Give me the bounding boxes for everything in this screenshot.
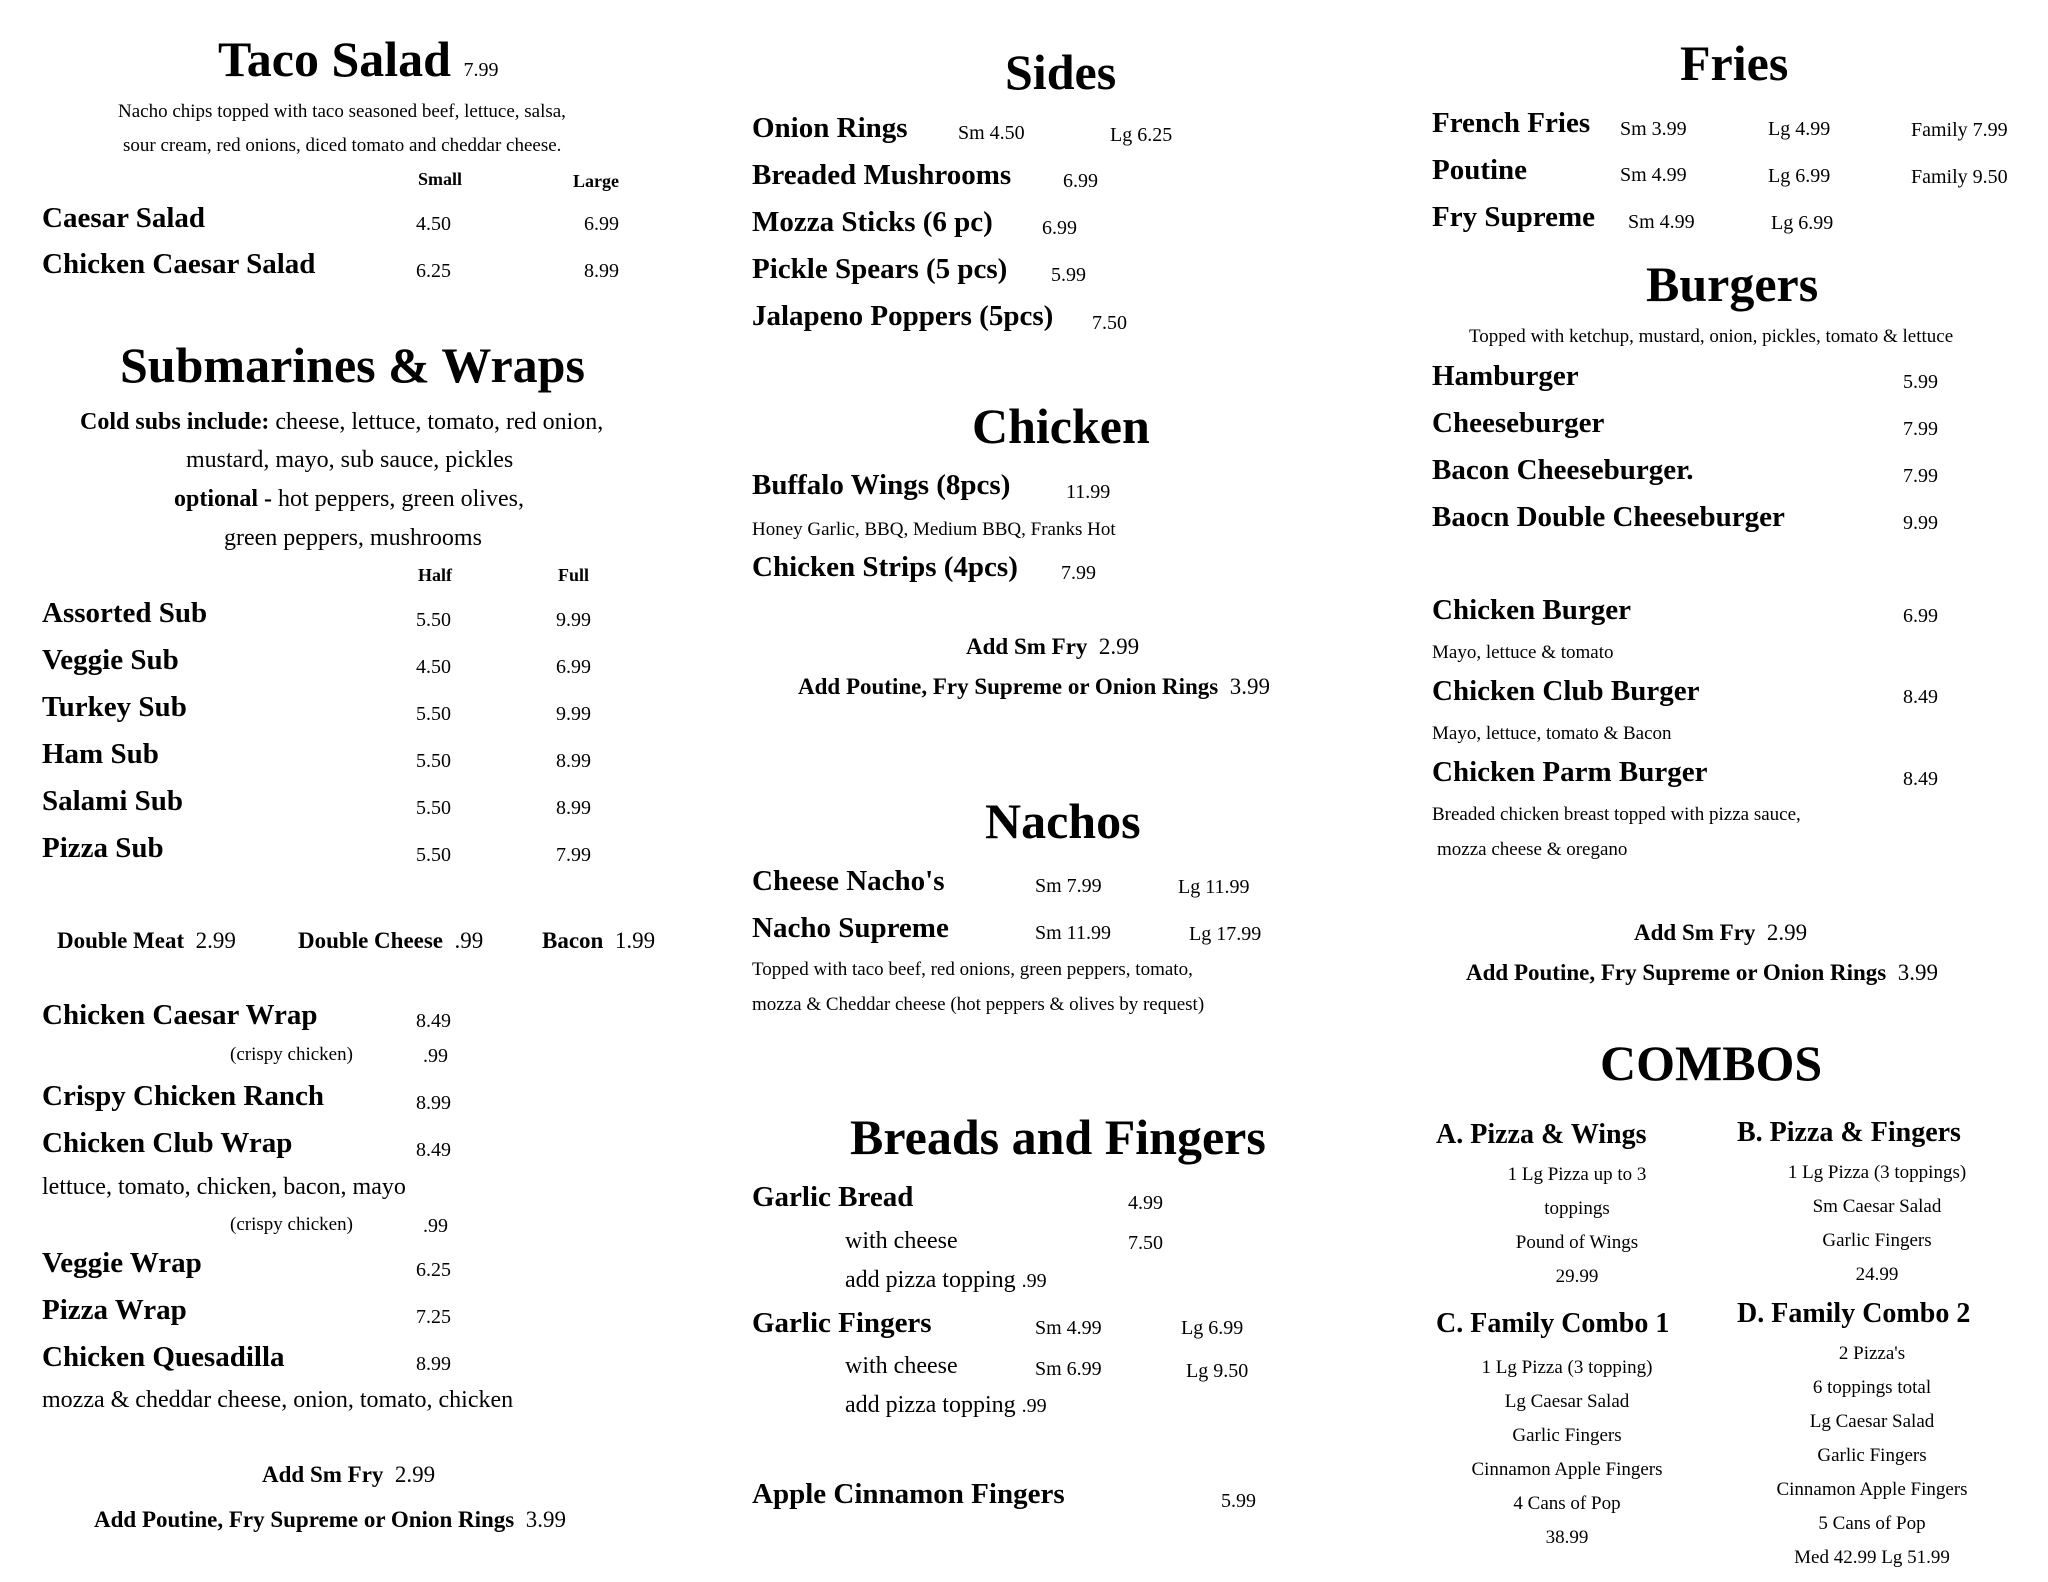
price: 8.99 <box>416 1353 451 1375</box>
add-sm-fry-line <box>262 1463 435 1486</box>
menu-item-chicken-quesadilla: Chicken Quesadilla <box>42 1341 285 1373</box>
cold-subs-text-2: mustard, mayo, sub sauce, pickles <box>186 447 514 473</box>
price-small: Sm 7.99 <box>1035 875 1102 897</box>
taco-salad-desc-1: Nacho chips topped with taco seasoned beef, lettuce, salsa, <box>118 101 566 122</box>
crispy-price: .99 <box>423 1215 448 1237</box>
price: 5.99 <box>1051 264 1086 286</box>
price: 7.50 <box>1092 312 1127 334</box>
menu-item-pizza-sub: Pizza Sub <box>42 832 164 864</box>
add-on-label: Add Sm Fry <box>262 1462 384 1487</box>
menu-item-pickle-spears: Pickle Spears (5 pcs) <box>752 253 1008 285</box>
menu-item-chicken-burger: Chicken Burger <box>1432 594 1631 626</box>
combo-line: Garlic Fingers <box>1512 1425 1622 1446</box>
combo-line: 1 Lg Pizza (3 topping) <box>1481 1357 1653 1378</box>
price-small: Sm 4.99 <box>1628 211 1695 233</box>
combo-line: Lg Caesar Salad <box>1809 1411 1935 1432</box>
menu-item-garlic-bread: Garlic Bread <box>752 1181 914 1213</box>
price: 4.99 <box>1128 1192 1163 1214</box>
quesadilla-desc: mozza & cheddar cheese, onion, tomato, chicken <box>42 1387 514 1413</box>
price-family: Family 9.50 <box>1911 166 2008 188</box>
price-family: Family 7.99 <box>1911 119 2008 141</box>
price-half: 5.50 <box>416 797 451 819</box>
combo-line: Cinnamon Apple Fingers <box>1776 1479 1968 1500</box>
combos-title: COMBOS <box>1600 1035 1823 1091</box>
col-header-half: Half <box>418 565 452 585</box>
extra-label: Double Meat <box>57 928 185 953</box>
price: 8.49 <box>416 1010 451 1032</box>
menu-item-french-fries: French Fries <box>1432 107 1591 139</box>
menu-item-mozza-sticks: Mozza Sticks (6 pc) <box>752 206 993 238</box>
price: .99 <box>1021 1270 1047 1292</box>
price: 11.99 <box>1066 481 1111 503</box>
menu-item-bacon-cheeseburger: Bacon Cheeseburger. <box>1432 454 1694 486</box>
menu-item-veggie-sub: Veggie Sub <box>42 644 179 676</box>
combo-line: Sm Caesar Salad <box>1812 1196 1942 1217</box>
price: 8.49 <box>1903 768 1938 790</box>
price-small: 4.50 <box>416 213 451 235</box>
menu-item-caesar-salad: Caesar Salad <box>42 202 206 234</box>
combo-c-details <box>1437 1358 1697 1562</box>
price: 7.99 <box>1903 418 1938 440</box>
menu-item-bacon-double-cheeseburger: Baocn Double Cheeseburger <box>1432 501 1785 533</box>
taco-salad-title-text: Taco Salad <box>218 31 451 87</box>
extra-label: Bacon <box>542 928 604 953</box>
combo-price: 29.99 <box>1555 1266 1599 1287</box>
price: 7.50 <box>1128 1232 1163 1254</box>
combo-line: Lg Caesar Salad <box>1504 1391 1630 1412</box>
add-on-label: Add Sm Fry <box>966 634 1088 659</box>
price: 6.99 <box>1903 605 1938 627</box>
menu-item-apple-cinnamon-fingers: Apple Cinnamon Fingers <box>752 1478 1065 1510</box>
price-half: 5.50 <box>416 703 451 725</box>
col-header-small: Small <box>418 169 463 189</box>
menu-item-onion-rings: Onion Rings <box>752 112 908 144</box>
price: 7.99 <box>1061 562 1096 584</box>
price-large: Lg 6.99 <box>1768 165 1831 187</box>
add-on-price: 2.99 <box>1098 634 1140 659</box>
menu-item-cheese-nachos: Cheese Nacho's <box>752 865 945 897</box>
menu-item-chicken-caesar-salad: Chicken Caesar Salad <box>42 248 316 280</box>
extra-bacon <box>542 929 655 952</box>
combo-price: Med 42.99 Lg 51.99 <box>1794 1547 1950 1568</box>
price: 8.49 <box>1903 686 1938 708</box>
extra-double-cheese <box>298 929 483 952</box>
combo-line: Garlic Fingers <box>1822 1230 1932 1251</box>
price-large: 8.99 <box>584 260 619 282</box>
add-sm-fry-line <box>1634 921 1807 944</box>
add-on-price: 2.99 <box>1766 920 1808 945</box>
combo-line: 2 Pizza's <box>1838 1343 1906 1364</box>
taco-salad-title <box>218 31 499 87</box>
club-burger-desc: Mayo, lettuce, tomato & Bacon <box>1432 723 1672 744</box>
add-on-label: Add Sm Fry <box>1634 920 1756 945</box>
add-on-label: Add Poutine, Fry Supreme or Onion Rings <box>94 1507 515 1532</box>
menu-item-jalapeno-poppers: Jalapeno Poppers (5pcs) <box>752 300 1054 332</box>
combo-line: Cinnamon Apple Fingers <box>1471 1459 1663 1480</box>
price: 5.99 <box>1903 371 1938 393</box>
combo-line: 6 toppings total <box>1812 1377 1932 1398</box>
combo-line: Pound of Wings <box>1515 1232 1639 1253</box>
cold-subs-text: cheese, lettuce, tomato, red onion, <box>269 409 604 435</box>
price: 7.25 <box>416 1306 451 1328</box>
cold-subs-line <box>80 410 603 434</box>
add-on-label: Add Poutine, Fry Supreme or Onion Rings <box>798 674 1219 699</box>
optional-text-2: green peppers, mushrooms <box>224 525 482 551</box>
price-small: Sm 3.99 <box>1620 118 1687 140</box>
taco-salad-desc-2: sour cream, red onions, diced tomato and cheddar cheese. <box>123 135 562 156</box>
price-half: 5.50 <box>416 750 451 772</box>
add-topping-label: add pizza topping <box>845 1267 1016 1293</box>
menu-item-poutine: Poutine <box>1432 154 1528 186</box>
price-large: Lg 11.99 <box>1178 876 1250 898</box>
parm-burger-desc-1: Breaded chicken breast topped with pizza sauce, <box>1432 804 1801 825</box>
price-full: 6.99 <box>556 656 591 678</box>
add-on-label: Add Poutine, Fry Supreme or Onion Rings <box>1466 960 1887 985</box>
menu-item-turkey-sub: Turkey Sub <box>42 691 187 723</box>
combo-price: 24.99 <box>1855 1264 1899 1285</box>
crispy-note: (crispy chicken) <box>230 1214 353 1235</box>
chicken-burger-desc: Mayo, lettuce & tomato <box>1432 642 1614 663</box>
add-poutine-line <box>1466 961 1938 984</box>
menu-item-crispy-chicken-ranch: Crispy Chicken Ranch <box>42 1080 324 1112</box>
price-full: 8.99 <box>556 797 591 819</box>
add-on-price: 2.99 <box>394 1462 436 1487</box>
crispy-note: (crispy chicken) <box>230 1044 353 1065</box>
breads-title: Breads and Fingers <box>850 1109 1266 1165</box>
price-large: Lg 9.50 <box>1186 1360 1249 1382</box>
menu-item-chicken-club-wrap: Chicken Club Wrap <box>42 1127 293 1159</box>
menu-item-veggie-wrap: Veggie Wrap <box>42 1247 202 1279</box>
nachos-title: Nachos <box>985 793 1141 849</box>
fries-title: Fries <box>1680 35 1789 91</box>
combo-line: 1 Lg Pizza up to 3 <box>1507 1164 1647 1185</box>
burgers-title: Burgers <box>1646 256 1819 312</box>
add-sm-fry-line <box>966 635 1139 658</box>
price-small: Sm 11.99 <box>1035 922 1111 944</box>
price-full: 8.99 <box>556 750 591 772</box>
burgers-subtitle: Topped with ketchup, mustard, onion, pickles, tomato & lettuce <box>1469 326 1954 347</box>
menu-item-nacho-supreme: Nacho Supreme <box>752 912 949 944</box>
with-cheese-label: with cheese <box>845 1228 958 1254</box>
price: 7.99 <box>1903 465 1938 487</box>
combo-c-title: C. Family Combo 1 <box>1436 1308 1670 1339</box>
combo-line: 1 Lg Pizza (3 toppings) <box>1787 1162 1967 1183</box>
add-topping-line <box>845 1268 1047 1292</box>
optional-label: optional - <box>174 486 273 512</box>
add-topping-label: add pizza topping <box>845 1392 1016 1418</box>
price: .99 <box>1021 1395 1047 1417</box>
wings-flavours: Honey Garlic, BBQ, Medium BBQ, Franks Hot <box>752 519 1116 540</box>
price: 5.99 <box>1221 1490 1256 1512</box>
price-small: 6.25 <box>416 260 451 282</box>
subs-title: Submarines & Wraps <box>120 337 585 393</box>
add-on-price: 3.99 <box>525 1507 566 1532</box>
menu-item-pizza-wrap: Pizza Wrap <box>42 1294 187 1326</box>
add-on-price: 3.99 <box>1897 960 1938 985</box>
add-topping-line <box>845 1393 1047 1417</box>
price-half: 5.50 <box>416 844 451 866</box>
price-full: 9.99 <box>556 703 591 725</box>
combo-d-details <box>1742 1344 2002 1582</box>
combo-b-title: B. Pizza & Fingers <box>1737 1117 1961 1148</box>
price-small: Sm 6.99 <box>1035 1358 1102 1380</box>
optional-text: hot peppers, green olives, <box>272 486 524 512</box>
combo-b-details <box>1757 1163 1997 1299</box>
add-on-price: 3.99 <box>1229 674 1270 699</box>
parm-burger-desc-2: mozza cheese & oregano <box>1437 839 1628 860</box>
price-small: Sm 4.50 <box>958 122 1025 144</box>
extra-price: 2.99 <box>195 928 236 953</box>
menu-item-assorted-sub: Assorted Sub <box>42 597 208 629</box>
optional-line <box>174 487 524 511</box>
add-poutine-line <box>94 1508 566 1531</box>
taco-salad-price: 7.99 <box>463 59 499 81</box>
price-large: 6.99 <box>584 213 619 235</box>
add-poutine-line <box>798 675 1270 698</box>
extra-label: Double Cheese <box>298 928 444 953</box>
price-large: Lg 6.99 <box>1771 212 1834 234</box>
price-small: Sm 4.99 <box>1620 164 1687 186</box>
chicken-title: Chicken <box>972 398 1150 454</box>
crispy-price: .99 <box>423 1045 448 1067</box>
price: 9.99 <box>1903 512 1938 534</box>
combo-a-title: A. Pizza & Wings <box>1436 1119 1647 1150</box>
extra-price: .99 <box>454 928 484 953</box>
price-half: 5.50 <box>416 609 451 631</box>
combo-a-details <box>1462 1165 1692 1301</box>
club-wrap-desc: lettuce, tomato, chicken, bacon, mayo <box>42 1174 406 1200</box>
menu-item-fry-supreme: Fry Supreme <box>1432 201 1595 233</box>
extra-double-meat <box>57 929 236 952</box>
menu-item-garlic-fingers: Garlic Fingers <box>752 1307 932 1339</box>
combo-line: 5 Cans of Pop <box>1818 1513 1926 1534</box>
price-large: Lg 6.99 <box>1181 1317 1244 1339</box>
price: 6.25 <box>416 1259 451 1281</box>
price: 8.49 <box>416 1139 451 1161</box>
with-cheese-label: with cheese <box>845 1353 958 1379</box>
menu-item-breaded-mushrooms: Breaded Mushrooms <box>752 159 1012 191</box>
sides-title: Sides <box>1005 44 1117 100</box>
price-large: Lg 17.99 <box>1189 923 1262 945</box>
price-small: Sm 4.99 <box>1035 1317 1102 1339</box>
price-half: 4.50 <box>416 656 451 678</box>
col-header-large: Large <box>573 171 619 191</box>
price-full: 7.99 <box>556 844 591 866</box>
price-large: Lg 4.99 <box>1768 118 1831 140</box>
combo-line: toppings <box>1544 1198 1610 1219</box>
cold-subs-label: Cold subs include: <box>80 409 270 435</box>
price: 8.99 <box>416 1092 451 1114</box>
combo-line: Garlic Fingers <box>1817 1445 1927 1466</box>
col-header-full: Full <box>558 565 590 585</box>
price: 6.99 <box>1063 170 1098 192</box>
price-full: 9.99 <box>556 609 591 631</box>
menu-item-buffalo-wings: Buffalo Wings (8pcs) <box>752 469 1011 501</box>
nacho-desc-1: Topped with taco beef, red onions, green peppers, tomato, <box>752 959 1193 980</box>
menu-item-ham-sub: Ham Sub <box>42 738 159 770</box>
price-large: Lg 6.25 <box>1110 124 1173 146</box>
nacho-desc-2: mozza & Cheddar cheese (hot peppers & olives by request) <box>752 994 1205 1015</box>
menu-item-chicken-strips: Chicken Strips (4pcs) <box>752 551 1018 583</box>
extra-price: 1.99 <box>614 928 656 953</box>
combo-price: 38.99 <box>1545 1527 1589 1548</box>
combo-line: 4 Cans of Pop <box>1513 1493 1621 1514</box>
menu-item-salami-sub: Salami Sub <box>42 785 184 817</box>
menu-item-chicken-caesar-wrap: Chicken Caesar Wrap <box>42 999 318 1031</box>
combo-d-title: D. Family Combo 2 <box>1737 1298 1971 1329</box>
menu-item-hamburger: Hamburger <box>1432 360 1579 392</box>
menu-item-cheeseburger: Cheeseburger <box>1432 407 1605 439</box>
menu-item-chicken-club-burger: Chicken Club Burger <box>1432 675 1700 707</box>
menu-item-chicken-parm-burger: Chicken Parm Burger <box>1432 756 1708 788</box>
price: 6.99 <box>1042 217 1077 239</box>
